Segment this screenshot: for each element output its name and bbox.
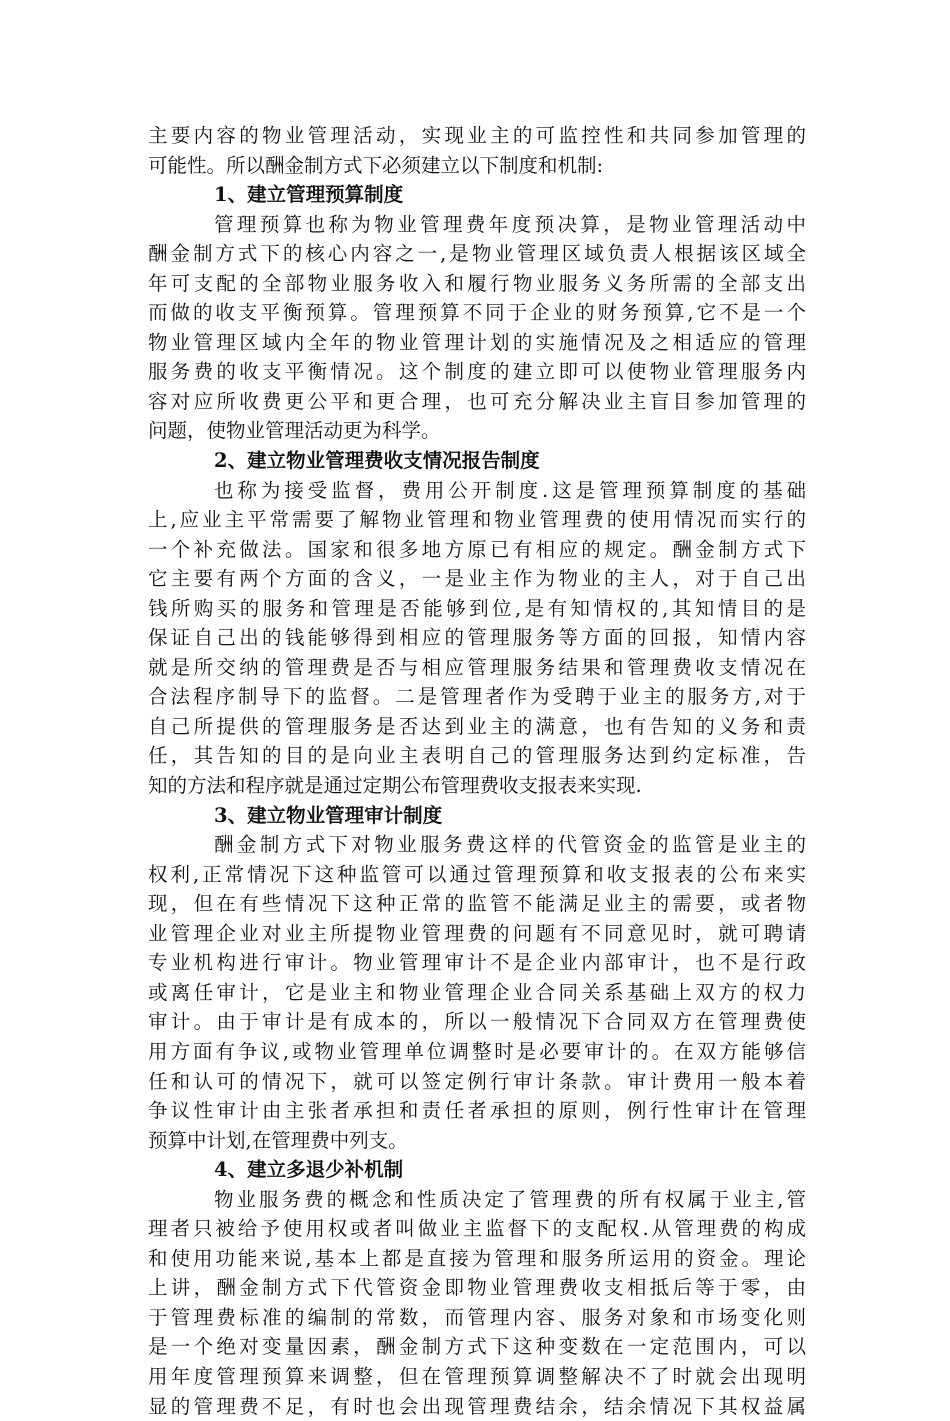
text-line: 用方面有争议,或物业管理单位调整时是必要审计的。在双方能够信 (148, 1039, 806, 1063)
text-line: 理者只被给予使用权或者叫做业主监督下的支配权.从管理费的构成 (148, 1217, 806, 1241)
text-line: 业管理企业对业主所提物业管理费的问题有不同意见时，就可聘请 (148, 921, 806, 945)
text-line: 预算中计划,在管理费中列支。 (148, 1128, 408, 1152)
text-line: 上,应业主平常需要了解物业管理和物业管理费的使用情况而实行的 (148, 508, 806, 532)
document-page (148, 121, 806, 1421)
text-line: 可能性。所以酬金制方式下必须建立以下制度和机制: (148, 153, 604, 177)
text-line: 它主要有两个方面的含义，一是业主作为物业的主人，对于自己出 (148, 567, 806, 591)
body-text (148, 121, 806, 1421)
text-line: 酬金制方式下的核心内容之一,是物业管理区域负责人根据该区域全 (148, 242, 806, 266)
section-heading: 3、建立物业管理审计制度 (214, 803, 443, 827)
text-line: 钱所购买的服务和管理是否能够到位,是有知情权的,其知情目的是 (148, 596, 806, 620)
text-line: 主要内容的物业管理活动，实现业主的可监控性和共同参加管理的 (148, 124, 806, 147)
text-line: 显的管理费不足，有时也会出现管理费结余，结余情况下其权益属 (148, 1394, 806, 1418)
text-line: 一个补充做法。国家和很多地方原已有相应的规定。酬金制方式下 (148, 537, 806, 561)
text-line: 合法程序制导下的监督。二是管理者作为受聘于业主的服务方,对于 (148, 685, 806, 709)
text-line: 任，其告知的目的是向业主表明自己的管理服务达到约定标准，告 (148, 744, 806, 768)
text-line: 或离任审计，它是业主和物业管理企业合同关系基础上双方的权力 (148, 980, 806, 1004)
paragraph-first-line: 也称为接受监督，费用公开制度.这是管理预算制度的基础 (214, 478, 806, 502)
text-line: 就是所交纳的管理费是否与相应管理服务结果和管理费收支情况在 (148, 655, 806, 679)
text-line: 于管理费标准的编制的常数，而管理内容、服务对象和市场变化则 (148, 1305, 806, 1329)
text-line: 权利,正常情况下这种监管可以通过管理预算和收支报表的公布来实 (148, 862, 806, 886)
text-line: 年可支配的全部物业服务收入和履行物业服务义务所需的全部支出 (148, 271, 806, 295)
text-line: 是一个绝对变量因素，酬金制方式下这种变数在一定范围内，可以 (148, 1335, 806, 1359)
text-line: 保证自己出的钱能够得到相应的管理服务等方面的回报，知情内容 (148, 626, 806, 650)
text-line: 物业管理区域内全年的物业管理计划的实施情况及之相适应的管理 (148, 330, 806, 354)
text-line: 服务费的收支平衡情况。这个制度的建立即可以使物业管理服务内 (148, 360, 806, 384)
text-line: 任和认可的情况下，就可以签定例行审计条款。审计费用一般本着 (148, 1069, 806, 1093)
text-line: 现，但在有些情况下这种正常的监管不能满足业主的需要，或者物 (148, 892, 806, 916)
text-line: 专业机构进行审计。物业管理审计不是企业内部审计，也不是行政 (148, 951, 806, 975)
text-line: 用年度管理预算来调整，但在管理预算调整解决不了时就会出现明 (148, 1364, 806, 1388)
text-line: 知的方法和程序就是通过定期公布管理费收支报表来实现. (148, 774, 642, 798)
text-line: 问题，使物业管理活动更为科学。 (148, 419, 441, 443)
text-line: 自己所提供的管理服务是否达到业主的满意，也有告知的义务和责 (148, 714, 806, 738)
section-heading: 2、建立物业管理费收支情况报告制度 (214, 449, 540, 473)
section-heading: 1、建立管理预算制度 (214, 183, 404, 207)
text-line: 审计。由于审计是有成本的，所以一般情况下合同双方在管理费使 (148, 1010, 806, 1034)
paragraph-first-line: 管理预算也称为物业管理费年度预决算，是物业管理活动中 (214, 212, 806, 236)
text-line: 容对应所收费更公平和更合理，也可充分解决业主盲目参加管理的 (148, 389, 806, 413)
text-line: 上讲，酬金制方式下代管资金即物业管理费收支相抵后等于零，由 (148, 1276, 806, 1300)
text-line: 争议性审计由主张者承担和责任者承担的原则，例行性审计在管理 (148, 1099, 806, 1123)
paragraph-first-line: 物业服务费的概念和性质决定了管理费的所有权属于业主,管 (214, 1187, 806, 1211)
section-heading: 4、建立多退少补机制 (214, 1158, 404, 1182)
text-line: 而做的收支平衡预算。管理预算不同于企业的财务预算,它不是一个 (148, 301, 806, 325)
paragraph-first-line: 酬金制方式下对物业服务费这样的代管资金的监管是业主的 (214, 833, 806, 857)
text-line: 和使用功能来说,基本上都是直接为管理和服务所运用的资金。理论 (148, 1246, 806, 1270)
